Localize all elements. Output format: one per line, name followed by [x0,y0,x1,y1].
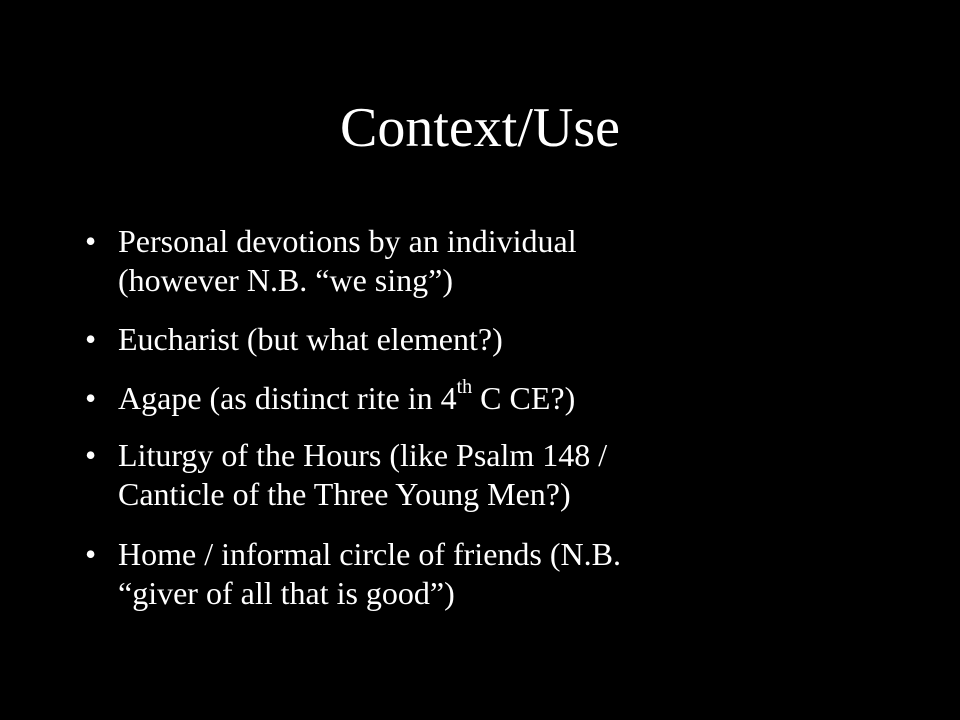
ordinal-superscript: th [456,376,473,399]
bullet-item-home-circle [85,535,918,613]
bullet-point-icon: • [85,536,97,572]
bullet-item-agape [85,376,918,418]
bullet-text-line: Eucharist (but what element?) [118,321,503,357]
bullet-text-line: (however N.B. “we sing”) [118,262,453,298]
bullet-text-line: Home / informal circle of friends (N.B. [118,536,621,572]
bullet-point-icon: • [85,223,97,259]
bullet-point-icon: • [85,321,97,357]
bullet-text-line: Canticle of the Three Young Men?) [118,476,571,512]
bullet-point-icon: • [85,437,97,473]
bullet-text-line: “giver of all that is good”) [118,575,455,611]
bullet-item-liturgy-of-the-hours [85,436,918,514]
bullet-point-icon: • [85,380,97,416]
bullet-item-eucharist [85,320,918,359]
bullet-item-personal-devotions [85,222,918,300]
bullet-text-prefix: Agape (as distinct rite in 4 [118,380,457,416]
bullet-text-line: Personal devotions by an individual [118,223,577,259]
bullet-text-line: Liturgy of the Hours (like Psalm 148 / [118,437,608,473]
bullet-text-suffix: C CE?) [472,380,576,416]
slide-title: Context/Use [340,97,620,159]
